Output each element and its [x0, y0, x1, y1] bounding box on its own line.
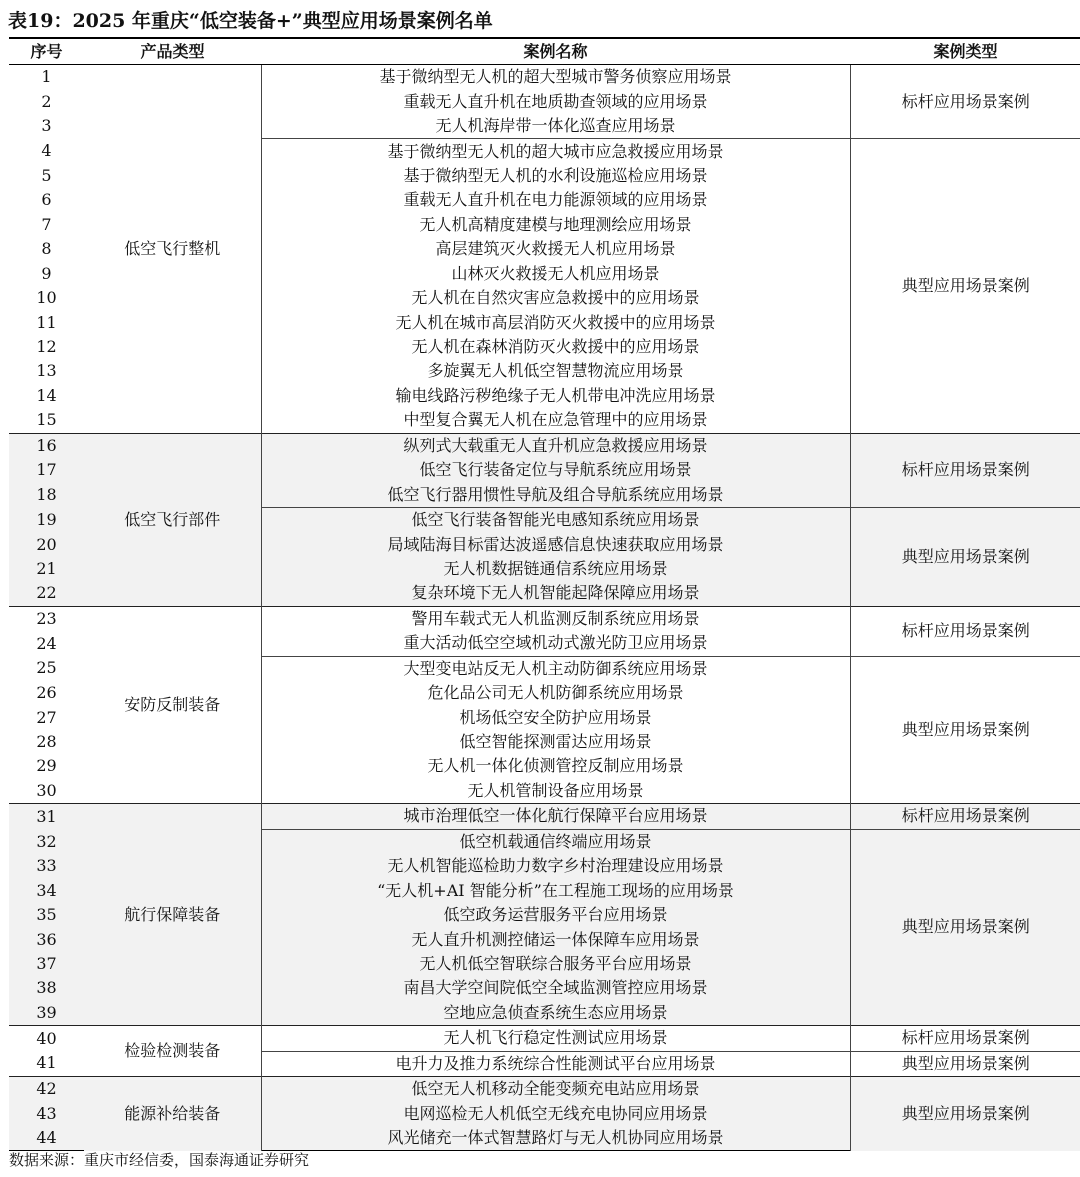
- case-type-cell: 典型应用场景案例: [850, 656, 1080, 804]
- seq-cell: 26: [36, 683, 57, 703]
- table-row: [9, 1076, 1080, 1101]
- table-row: [9, 65, 1080, 90]
- case-name-cell: 无人直升机测控储运一体保障车应用场景: [261, 927, 850, 951]
- case-name-cell: 电升力及推力系统综合性能测试平台应用场景: [261, 1051, 850, 1076]
- source-note: 数据来源：重庆市经信委，国泰海通证券研究: [9, 1151, 310, 1169]
- seq-cell: 25: [36, 658, 57, 678]
- case-name-cell: 重载无人直升机在地质勘查领域的应用场景: [403, 91, 708, 111]
- seq-cell: 21: [9, 557, 84, 581]
- case-name-cell: 局域陆海目标雷达波遥感信息快速获取应用场景: [261, 532, 850, 556]
- product-type-cell: 低空飞行整机: [84, 65, 261, 434]
- seq-cell: 6: [41, 190, 52, 210]
- case-list-table: [9, 37, 1080, 1151]
- case-type-cell: 标杆应用场景案例: [850, 65, 1080, 139]
- case-name-cell: 南昌大学空间院低空全域监测管控应用场景: [261, 976, 850, 1000]
- case-name-cell: 无人机管制设备应用场景: [467, 780, 644, 800]
- case-name-cell: 高层建筑灭火救援无人机应用场景: [435, 239, 676, 259]
- header-product-type: 产品类型: [84, 38, 261, 65]
- seq-cell: 19: [9, 507, 84, 532]
- case-name-cell: 无人机飞行稳定性测试应用场景: [261, 1026, 850, 1051]
- case-name-cell: 无人机低空智联综合服务平台应用场景: [261, 952, 850, 976]
- table-row: [9, 433, 1080, 458]
- seq-cell: 8: [41, 239, 52, 259]
- case-name-cell: 无人机智能巡检助力数字乡村治理建设应用场景: [261, 854, 850, 878]
- seq-cell: 38: [9, 976, 84, 1000]
- case-name-cell: 无人机海岸带一体化巡查应用场景: [435, 116, 676, 136]
- seq-cell: 41: [36, 1053, 57, 1073]
- seq-cell: 30: [36, 780, 57, 800]
- seq-cell: 9: [41, 263, 52, 283]
- case-name-cell: 基于微纳型无人机的水利设施巡检应用场景: [403, 165, 708, 185]
- product-type-cell: 航行保障装备: [84, 804, 261, 1026]
- case-type-cell: 典型应用场景案例: [850, 1051, 1080, 1076]
- case-name-cell: 无人机一体化侦测管控反制应用场景: [427, 756, 684, 776]
- case-name-cell: 无人机高精度建模与地理测绘应用场景: [419, 214, 692, 234]
- case-type-cell: 标杆应用场景案例: [850, 1026, 1080, 1051]
- seq-cell: 13: [36, 361, 57, 381]
- seq-cell: 12: [36, 337, 57, 357]
- seq-cell: 7: [41, 214, 52, 234]
- case-name-cell: 机场低空安全防护应用场景: [459, 707, 652, 727]
- seq-cell: 44: [9, 1126, 84, 1151]
- table-row: [9, 606, 1080, 631]
- header-seq: 序号: [9, 38, 84, 65]
- case-name-cell: 无人机在自然灾害应急救援中的应用场景: [411, 288, 700, 308]
- seq-cell: 10: [36, 288, 57, 308]
- case-name-cell: 输电线路污秽绝缘子无人机带电冲洗应用场景: [395, 385, 716, 405]
- seq-cell: 29: [36, 756, 57, 776]
- case-name-cell: 中型复合翼无人机在应急管理中的应用场景: [403, 410, 708, 430]
- seq-cell: 42: [9, 1076, 84, 1101]
- seq-cell: 27: [36, 707, 57, 727]
- case-name-cell: 大型变电站反无人机主动防御系统应用场景: [261, 656, 850, 681]
- seq-cell: 11: [36, 312, 57, 332]
- case-name-cell: 山林灭火救援无人机应用场景: [451, 263, 660, 283]
- seq-cell: 33: [9, 854, 84, 878]
- case-name-cell: 复杂环境下无人机智能起降保障应用场景: [261, 581, 850, 606]
- case-name-cell: 低空飞行器用惯性导航及组合导航系统应用场景: [261, 482, 850, 507]
- product-type-cell: 检验检测装备: [84, 1026, 261, 1077]
- table-title: 表19：2025 年重庆“低空装备+”典型应用场景案例名单: [8, 10, 493, 32]
- case-name-cell: 警用车载式无人机监测反制系统应用场景: [261, 606, 850, 631]
- case-type-cell: 标杆应用场景案例: [850, 804, 1080, 829]
- case-name-cell: 低空无人机移动全能变频充电站应用场景: [261, 1076, 850, 1101]
- seq-cell: 1: [9, 65, 84, 90]
- seq-cell: 2: [41, 91, 52, 111]
- case-name-cell: 空地应急侦查系统生态应用场景: [261, 1001, 850, 1026]
- product-type-cell: 安防反制装备: [84, 606, 261, 804]
- seq-cell: 5: [41, 165, 52, 185]
- seq-cell: 18: [9, 482, 84, 507]
- seq-cell: 31: [9, 804, 84, 829]
- seq-cell: 35: [9, 903, 84, 927]
- seq-cell: 36: [9, 927, 84, 951]
- seq-cell: 16: [9, 433, 84, 458]
- case-name-cell: 重载无人直升机在电力能源领域的应用场景: [403, 190, 708, 210]
- case-name-cell: 风光储充一体式智慧路灯与无人机协同应用场景: [261, 1126, 850, 1151]
- seq-cell: 32: [9, 829, 84, 854]
- case-name-cell: 低空智能探测雷达应用场景: [459, 732, 652, 752]
- seq-cell: 40: [9, 1026, 84, 1051]
- case-type-cell: 典型应用场景案例: [850, 829, 1080, 1026]
- case-name-cell: 无人机在城市高层消防灭火救援中的应用场景: [395, 312, 716, 332]
- case-name-cell: 低空飞行装备定位与导航系统应用场景: [261, 458, 850, 482]
- table-body: [9, 65, 1080, 1151]
- seq-cell: 39: [9, 1001, 84, 1026]
- seq-cell: 4: [41, 141, 52, 161]
- seq-cell: 15: [36, 410, 57, 430]
- seq-cell: 20: [9, 532, 84, 556]
- header-case-name: 案例名称: [261, 38, 850, 65]
- case-name-cell: 电网巡检无人机低空无线充电协同应用场景: [261, 1101, 850, 1125]
- seq-cell: 34: [9, 878, 84, 902]
- product-type-cell: 低空飞行部件: [84, 433, 261, 606]
- case-name-cell: 低空飞行装备智能光电感知系统应用场景: [261, 507, 850, 532]
- table-header: [9, 38, 1080, 65]
- header-case-type: 案例类型: [850, 38, 1080, 65]
- case-name-cell: 基于微纳型无人机的超大城市应急救援应用场景: [261, 139, 850, 164]
- table-row: [9, 804, 1080, 829]
- seq-cell: 3: [41, 116, 52, 136]
- seq-cell: 43: [9, 1101, 84, 1125]
- case-name-cell: 危化品公司无人机防御系统应用场景: [427, 683, 684, 703]
- seq-cell: 23: [9, 606, 84, 631]
- case-name-cell: 城市治理低空一体化航行保障平台应用场景: [261, 804, 850, 829]
- seq-cell: 17: [9, 458, 84, 482]
- seq-cell: 24: [36, 633, 57, 653]
- case-name-cell: 重大活动低空空域机动式激光防卫应用场景: [403, 633, 708, 653]
- case-name-cell: 低空机载通信终端应用场景: [261, 829, 850, 854]
- case-type-cell: 标杆应用场景案例: [850, 433, 1080, 507]
- seq-cell: 22: [9, 581, 84, 606]
- case-name-cell: 无人机数据链通信系统应用场景: [261, 557, 850, 581]
- case-name-cell: “无人机+AI 智能分析”在工程施工现场的应用场景: [261, 878, 850, 902]
- case-name-cell: 多旋翼无人机低空智慧物流应用场景: [427, 361, 684, 381]
- case-name-cell: 低空政务运营服务平台应用场景: [261, 903, 850, 927]
- seq-cell: 37: [9, 952, 84, 976]
- case-type-cell: 典型应用场景案例: [850, 139, 1080, 433]
- product-type-cell: 能源补给装备: [84, 1076, 261, 1150]
- case-name-cell: 基于微纳型无人机的超大型城市警务侦察应用场景: [261, 65, 850, 90]
- case-name-cell: 纵列式大载重无人直升机应急救援应用场景: [261, 433, 850, 458]
- case-type-cell: 典型应用场景案例: [850, 1076, 1080, 1150]
- case-type-cell: 典型应用场景案例: [850, 507, 1080, 606]
- table-row: [9, 1026, 1080, 1051]
- case-name-cell: 无人机在森林消防灭火救援中的应用场景: [411, 337, 700, 357]
- seq-cell: 28: [36, 732, 57, 752]
- case-type-cell: 标杆应用场景案例: [850, 606, 1080, 656]
- seq-cell: 14: [36, 385, 57, 405]
